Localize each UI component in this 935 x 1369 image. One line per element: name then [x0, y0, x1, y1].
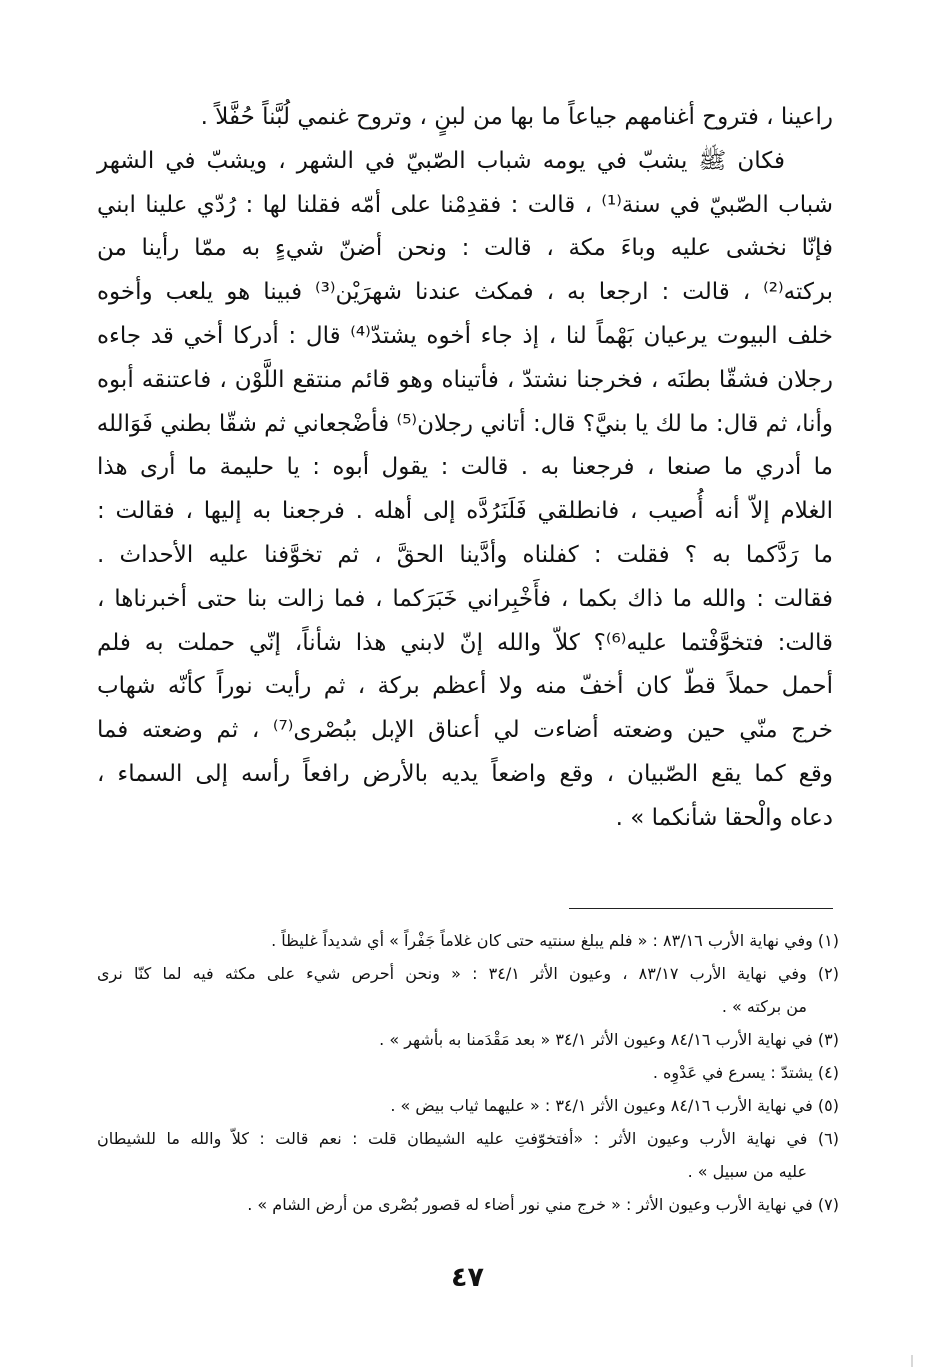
main-text-line: أحمل حملاً قطّ كان أخفّ منه ولا أعظم بركة ، ثم رأيت نوراً كأنّه شهاب — [97, 673, 833, 700]
main-text-line: فإنّا نخشى عليه وباءَ مكة ، قالت : ونحن أضنّ شيءٍ به ممّا رأينا من — [97, 235, 833, 262]
main-text-line: رجلان فشقّا بطنَه ، فخرجنا نشتدّ ، فأتيناه وهو قائم منتقع اللَّوْن ، فاعتنقه أبوه — [97, 366, 833, 393]
main-text-line: ما أدري ما صنعا ، فرجعنا به . قالت : يقول أبوه : يا حليمة ما أرى هذا — [97, 454, 833, 481]
main-text-line: فقالت : والله ما ذاك بكما ، فأَخْبِراني خَبَرَكما ، فما زالت بنا حتى أخبرناها ، — [97, 585, 833, 612]
main-text-line: وقع كما يقع الصّبيان ، وقع واضعاً يديه بالأرض رافعاً رأسه إلى السماء ، — [97, 760, 833, 787]
footnote-line: (٧) في نهاية الأرب وعيون الأثر : « خرج مني نور أضاء له قصور بُصْرى من أرض الشام » . — [247, 1195, 839, 1214]
main-text-block — [97, 96, 833, 841]
main-text-line: الغلام إلاّ أنه أُصيب ، فانطلقي فَلَنَرُدَّه إلى أهله . فرجعنا به إليها ، فقالت : — [97, 498, 833, 525]
main-text-line: دعاه والْحقا شأنكما » . — [615, 804, 833, 831]
footnote-line: (٤) يشتدّ : يسرع في عَدْوِه . — [652, 1063, 839, 1082]
footnote-line: (٦) في نهاية الأرب وعيون الأثر : «أفتخوّفتِ عليه الشيطان قلت : نعم قالت : كلاّ والله ما للشيطان — [97, 1129, 839, 1148]
main-text-line: وأنا، ثم قال: ما لك يا بنيَّ؟ قال: أتاني رجلان⁽⁵⁾ فأضْجعاني ثم شقّا بطني فَوَالله — [96, 410, 833, 437]
footnote-line: (٥) في نهاية الأرب ٨٤/١٦ وعيون الأثر ٣٤/١ : « عليهما ثياب بيض » . — [390, 1096, 839, 1115]
main-text-line: راعينا ، فتروح أغنامهم جياعاً ما بها من لبنٍ ، وتروح غنمي لُبَّناً حُفَّلاً . — [200, 104, 833, 130]
footnote-line: (٣) في نهاية الأرب ٨٤/١٦ وعيون الأثر ٣٤/١ « بعد مَقْدَمنا به بأشهر » . — [379, 1030, 839, 1049]
main-text-line: خرج منّي حين وضعته أضاءت لي أعناق الإبل ببُصْرى⁽⁷⁾ ، ثم وضعته فما — [97, 717, 833, 744]
main-text-line: بركته⁽²⁾ ، قالت : ارجعا به ، فمكث عندنا شهرَيْن⁽³⁾ فبينا هو يلعب وأخوه — [97, 279, 833, 306]
footnote-line: (٢) وفي نهاية الأرب ٨٣/١٧ ، وعيون الأثر ٣٤/١ : « ونحن أحرص شيء على مكثه فيه لما كنّا نرى — [97, 964, 839, 983]
page-number: ٤٧ — [451, 1262, 484, 1293]
main-text-line: قالت: فتخوَّفْتما عليه⁽⁶⁾؟ كلاّ والله إنّ لابني هذا شأناً، إنّي حملت به فلم — [97, 629, 833, 656]
footnote-divider — [569, 908, 833, 909]
footnotes-block — [97, 924, 839, 1221]
scan-edge-mark — [911, 1355, 913, 1367]
footnote-line: عليه من سبيل » . — [687, 1162, 807, 1181]
main-text-line: شباب الصّبيّ في سنة⁽¹⁾ ، قالت : فقدِمْنا على أمّه فقلنا لها : رُدّي علينا ابني — [97, 191, 833, 218]
main-text-line: فكان ﷺ يشبّ في يومه شباب الصّبيّ في الشهر ، ويشبّ في الشهر — [97, 147, 785, 174]
main-text-line: خلف البيوت يرعيان بَهْماً لنا ، إذ جاء أخوه يشتدّ⁽⁴⁾ قال : أدركا أخي قد جاءه — [97, 322, 833, 349]
footnote-line: (١) وفي نهاية الأرب ٨٣/١٦ : « فلم يبلغ سنتيه حتى كان غلاماً جَفْراً » أي شديداً غليظاً . — [271, 931, 839, 950]
footnote-line: من بركته » . — [721, 997, 807, 1016]
main-text-line: ما رَدَّكما به ؟ فقلت : كفلناه وأدَّينا الحقَّ ، ثم تخوَّفنا عليه الأحداث . — [97, 541, 833, 568]
